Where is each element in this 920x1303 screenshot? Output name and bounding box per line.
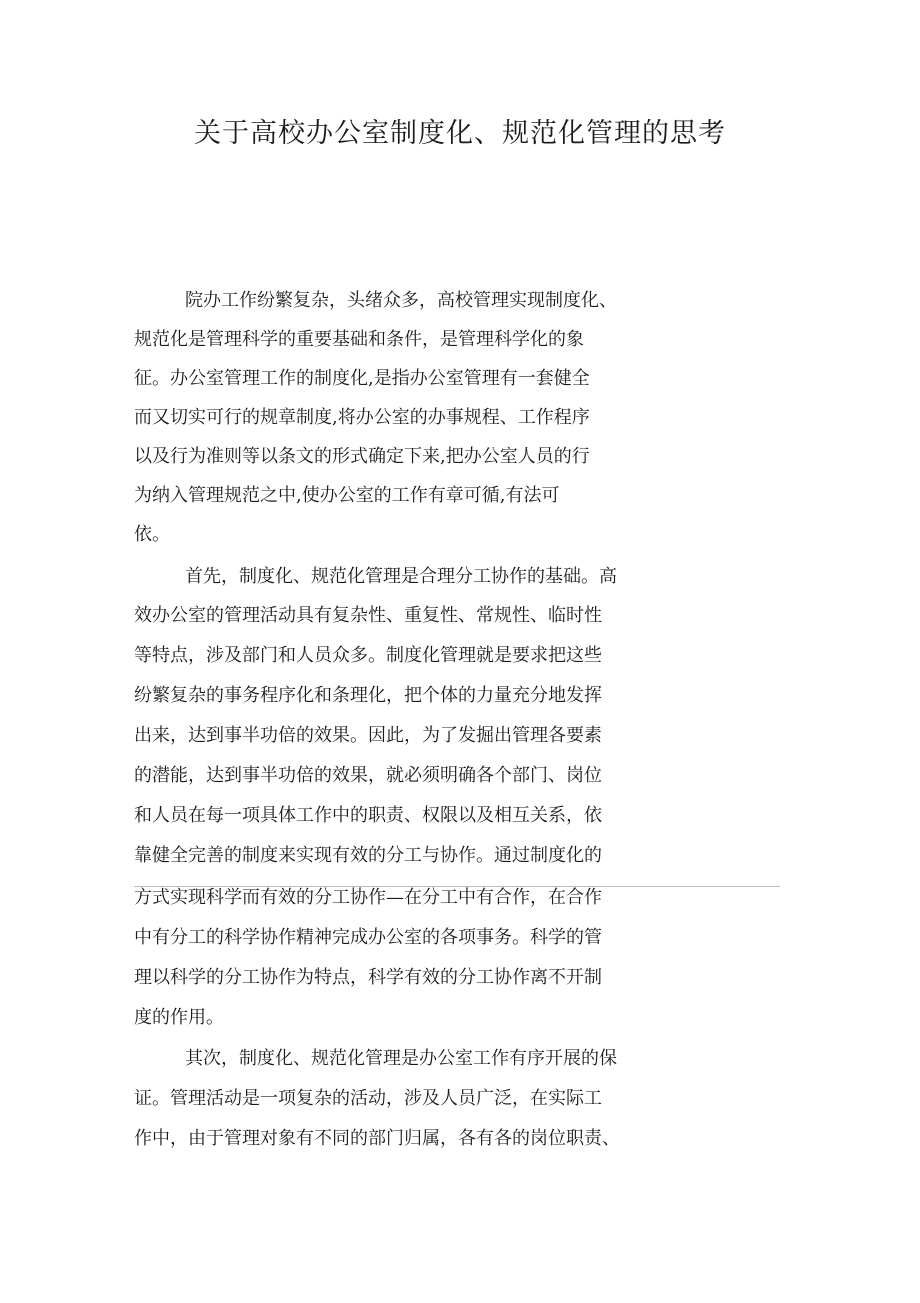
paragraph-2-line-12: 度的作用。	[134, 1007, 224, 1028]
paragraph-1-line-3: 征。办公室管理工作的制度化,是指办公室管理有一套健全	[134, 368, 590, 389]
paragraph-2-line-6: 的潜能，达到事半功倍的效果，就必须明确各个部门、岗位	[134, 765, 602, 786]
document-title: 关于高校办公室制度化、规范化管理的思考	[194, 118, 726, 149]
paragraph-2-line-2: 效办公室的管理活动具有复杂性、重复性、常规性、临时性	[134, 605, 602, 626]
paragraph-1-line-2: 规范化是管理科学的重要基础和条件，是管理科学化的象	[134, 329, 584, 350]
paragraph-2-line-1: 首先，制度化、规范化管理是合理分工协作的基础。高	[185, 566, 617, 587]
paragraph-2-line-7: 和人员在每一项具体工作中的职责、权限以及相互关系，依	[134, 805, 602, 826]
paragraph-3-line-2: 证。管理活动是一项复杂的活动，涉及人员广泛，在实际工	[134, 1088, 602, 1109]
paragraph-1-line-7: 依。	[134, 524, 170, 545]
paragraph-2-line-10: 中有分工的科学协作精神完成办公室的各项事务。科学的管	[134, 927, 602, 948]
paragraph-2-line-5: 出来，达到事半功倍的效果。因此，为了发掘出管理各要素	[134, 725, 602, 746]
paragraph-2-line-8: 靠健全完善的制度来实现有效的分工与协作。通过制度化的	[134, 845, 602, 866]
paragraph-1-line-1: 院办工作纷繁复杂，头绪众多，高校管理实现制度化、	[185, 290, 617, 311]
paragraph-3-line-1: 其次，制度化、规范化管理是办公室工作有序开展的保	[185, 1048, 617, 1069]
paragraph-2-line-3: 等特点，涉及部门和人员众多。制度化管理就是要求把这些	[134, 645, 602, 666]
paragraph-2-line-11: 理以科学的分工协作为特点，科学有效的分工协作离不开制	[134, 967, 602, 988]
paragraph-1-line-6: 为纳入管理规范之中,使办公室的工作有章可循,有法可	[134, 485, 560, 506]
paragraph-1-line-4: 而又切实可行的规章制度,将办公室的办事规程、工作程序	[134, 407, 590, 428]
paragraph-3-line-3: 作中，由于管理对象有不同的部门归属，各有各的岗位职责、	[134, 1128, 620, 1149]
paragraph-2-line-9: 方式实现科学而有效的分工协作—在分工中有合作，在合作	[134, 887, 602, 908]
paragraph-1-line-5: 以及行为准则等以条文的形式确定下来,把办公室人员的行	[134, 446, 590, 467]
paragraph-2-line-4: 纷繁复杂的事务程序化和条理化，把个体的力量充分地发挥	[134, 685, 602, 706]
